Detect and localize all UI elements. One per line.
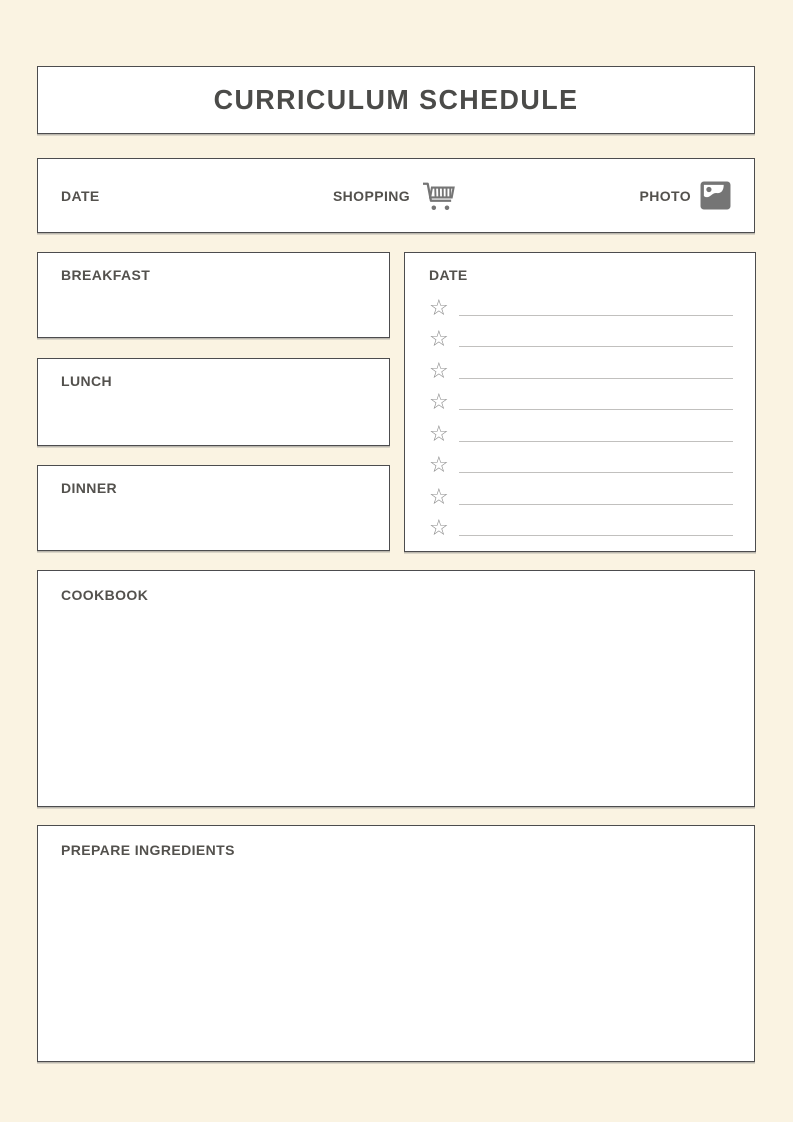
write-line <box>459 441 733 442</box>
star-row <box>429 477 733 509</box>
photo-label: PHOTO <box>639 187 691 204</box>
breakfast-label: BREAKFAST <box>61 267 151 283</box>
cookbook-card <box>37 570 755 807</box>
star-row <box>429 383 733 415</box>
title-card <box>37 66 755 134</box>
star-row <box>429 414 733 446</box>
date-list-card <box>404 252 756 552</box>
breakfast-card <box>37 252 390 338</box>
info-row-card <box>37 158 755 233</box>
lunch-label: LUNCH <box>61 373 112 389</box>
outline-star-icon: ☆ <box>429 327 449 352</box>
shopping-cart-icon <box>419 180 459 212</box>
dinner-card <box>37 465 390 551</box>
write-line <box>459 535 733 536</box>
write-line <box>459 409 733 410</box>
star-row <box>429 509 733 541</box>
write-line <box>459 346 733 347</box>
outline-star-icon: ☆ <box>429 358 449 384</box>
write-line <box>459 378 733 379</box>
star-row <box>429 351 733 383</box>
outline-star-icon: ☆ <box>429 453 449 478</box>
prepare-ingredients-card <box>37 825 755 1062</box>
lunch-card <box>37 358 390 446</box>
photo-cell <box>508 181 731 210</box>
outline-star-icon: ☆ <box>429 421 449 447</box>
cookbook-label: COOKBOOK <box>61 587 149 603</box>
dinner-label: DINNER <box>61 480 118 496</box>
write-line <box>459 315 733 316</box>
date-panel-rows <box>429 288 733 540</box>
date-label: DATE <box>61 187 100 204</box>
write-line <box>459 504 733 505</box>
outline-star-icon: ☆ <box>429 484 449 510</box>
shopping-cell <box>284 180 507 212</box>
star-row <box>429 446 733 478</box>
page-title: CURRICULUM SCHEDULE <box>213 84 579 115</box>
star-row <box>429 320 733 352</box>
outline-star-icon: ☆ <box>429 295 449 321</box>
prepare-ingredients-label: PREPARE INGREDIENTS <box>61 842 235 858</box>
outline-star-icon: ☆ <box>429 516 449 541</box>
write-line <box>459 472 733 473</box>
date-panel-label: DATE <box>429 267 468 283</box>
outline-star-icon: ☆ <box>429 390 449 415</box>
date-cell <box>61 188 284 204</box>
shopping-label: SHOPPING <box>332 187 411 204</box>
photo-image-icon <box>700 181 731 210</box>
star-row <box>429 288 733 320</box>
